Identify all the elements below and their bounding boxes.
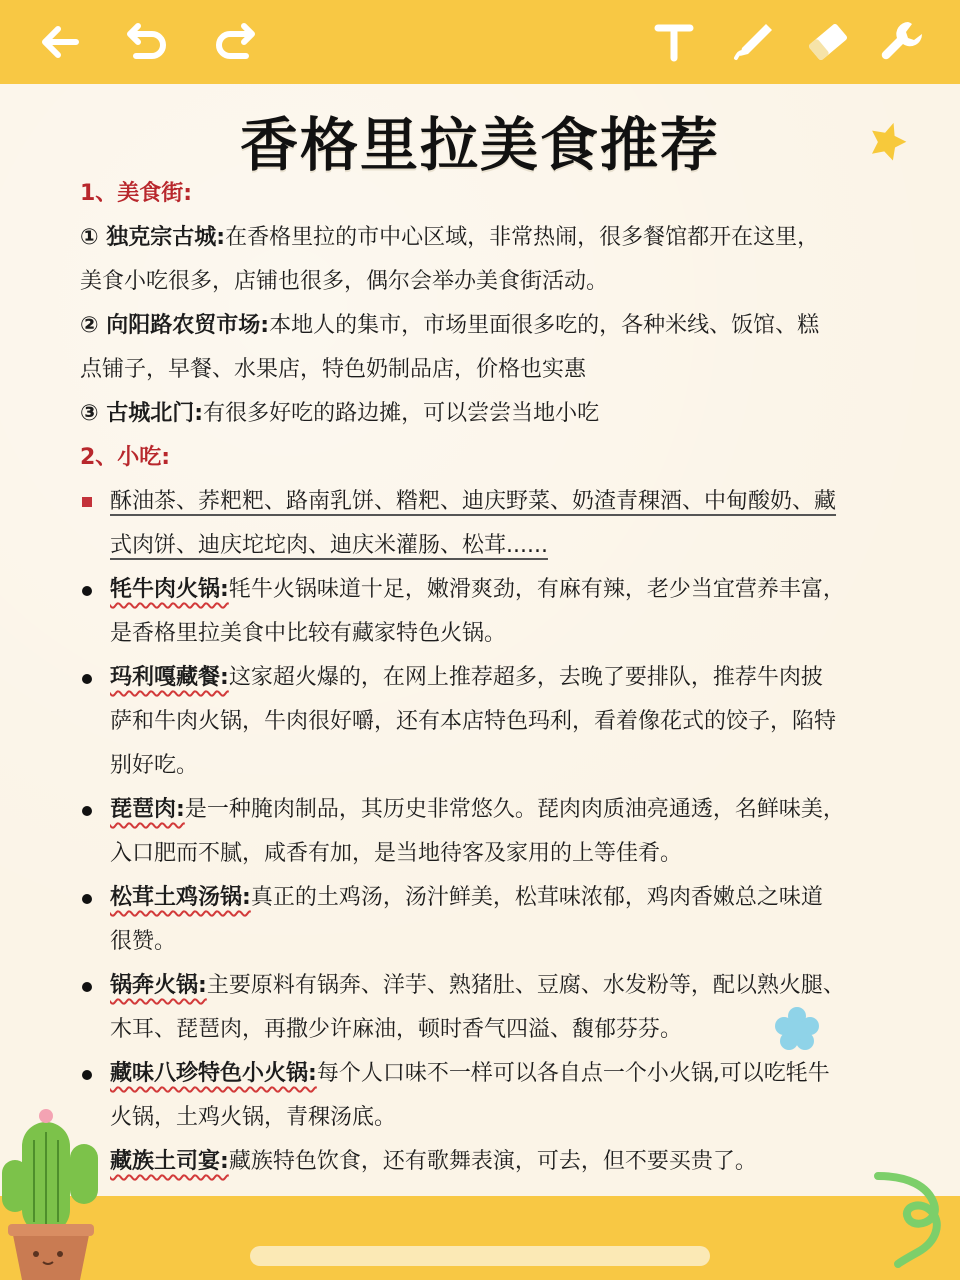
page-title: 香格里拉美食推荐 (239, 111, 720, 179)
redo-icon[interactable] (210, 18, 258, 66)
dish-desc-cont: 很赞。 (110, 929, 177, 954)
blue-flower-sticker (772, 1004, 822, 1054)
item-text: 有很多好吃的路边摊，可以尝尝当地小吃 (203, 401, 600, 426)
section-heading-food-streets: 1、美食街: (80, 181, 193, 206)
item-label: ② 向阳路农贸市场: (80, 313, 270, 338)
green-swirl-sticker (872, 1168, 952, 1272)
bullet-dot-icon (82, 806, 92, 816)
dish-name: 锅奔火锅: (110, 973, 207, 998)
dish-list-item (80, 568, 890, 656)
note-content (80, 172, 890, 1184)
dish-list-item (80, 964, 890, 1052)
dish-desc-cont: 木耳、琵琶肉，再撒少许麻油，顿时香气四溢、馥郁芬芬。 (110, 1017, 683, 1042)
dish-name: 藏味八珍特色小火锅: (110, 1061, 317, 1086)
dish-list-item (80, 1052, 890, 1140)
dish-list-item (80, 788, 890, 876)
dish-desc: 是一种腌肉制品，其历史非常悠久。琵肉肉质油亮通透，名鲜味美， (184, 797, 845, 822)
food-street-item (80, 392, 890, 436)
bullet-dot-icon (82, 1070, 92, 1080)
undo-icon[interactable] (124, 18, 172, 66)
dish-desc: 牦牛火锅味道十足，嫩滑爽劲，有麻有辣，老少当宜营养丰富， (228, 577, 845, 602)
bottom-bar (0, 1196, 960, 1280)
dish-name: 玛利嘎藏餐: (110, 665, 229, 690)
dish-desc: 藏族特色饮食，还有歌舞表演，可去，但不要买贵了。 (228, 1149, 757, 1174)
dish-desc-cont: 是香格里拉美食中比较有藏家特色火锅。 (110, 621, 507, 646)
dish-desc-cont: 别好吃。 (110, 753, 199, 778)
cactus-sticker (0, 1104, 110, 1280)
dish-list-item (80, 876, 890, 964)
item-label: ① 独克宗古城: (80, 225, 226, 250)
dish-desc-cont: 萨和牛肉火锅，牛肉很好嚼，还有本店特色玛利，看着像花式的饺子，陷特 (110, 709, 837, 734)
snacks-text: 酥油茶、荞粑粑、路南乳饼、糌粑、迪庆野菜、奶渣青稞酒、中甸酸奶、藏 (110, 489, 837, 514)
bullet-dot-icon (82, 586, 92, 596)
food-street-item (80, 304, 890, 348)
bullet-dot-icon (82, 894, 92, 904)
editor-toolbar (0, 0, 960, 84)
bullet-dot-icon (82, 982, 92, 992)
wrench-icon[interactable] (878, 18, 926, 66)
food-street-item-cont: 美食小吃很多，店铺也很多，偶尔会举办美食街活动。 (80, 269, 609, 294)
square-bullet-icon (82, 497, 92, 507)
dish-name: 琵琶肉: (110, 797, 185, 822)
food-street-item-cont: 点铺子，早餐、水果店，特色奶制品店，价格也实惠 (80, 357, 587, 382)
food-street-item (80, 216, 890, 260)
dish-desc: 每个人口味不一样可以各自点一个小火锅,可以吃牦牛 (316, 1061, 830, 1086)
dish-name: 藏族土司宴: (110, 1149, 229, 1174)
item-text: 在香格里拉的市中心区域，非常热闹，很多餐馆都开在这里， (225, 225, 820, 250)
dish-name: 松茸土鸡汤锅: (110, 885, 251, 910)
dish-desc: 主要原料有锅奔、洋芋、熟猪肚、豆腐、水发粉等，配以熟火腿、 (206, 973, 845, 998)
dish-desc: 这家超火爆的，在网上推荐超多，去晚了要排队，推荐牛肉披 (228, 665, 823, 690)
item-label: ③ 古城北门: (80, 401, 204, 426)
home-indicator-bar[interactable] (250, 1246, 710, 1266)
dish-list-item (80, 1140, 890, 1184)
eraser-icon[interactable] (804, 18, 852, 66)
bullet-dot-icon (82, 674, 92, 684)
snacks-text-cont: 式肉饼、迪庆坨坨肉、迪庆米灌肠、松茸...... (110, 533, 548, 558)
section-heading-snacks: 2、小吃: (80, 445, 171, 470)
snack-list-item (80, 480, 890, 568)
dish-desc-cont: 火锅，土鸡火锅，青稞汤底。 (110, 1105, 397, 1130)
back-arrow-icon[interactable] (36, 18, 84, 66)
text-icon[interactable] (650, 18, 698, 66)
dish-desc: 真正的土鸡汤，汤汁鲜美，松茸味浓郁，鸡肉香嫩总之味道 (250, 885, 823, 910)
dish-desc-cont: 入口肥而不腻，咸香有加，是当地待客及家用的上等佳肴。 (110, 841, 683, 866)
dish-name: 牦牛肉火锅: (110, 577, 229, 602)
item-text: 本地人的集市，市场里面很多吃的，各种米线、饭馆、糕 (269, 313, 820, 338)
dish-list-item (80, 656, 890, 788)
pen-icon[interactable] (728, 18, 776, 66)
